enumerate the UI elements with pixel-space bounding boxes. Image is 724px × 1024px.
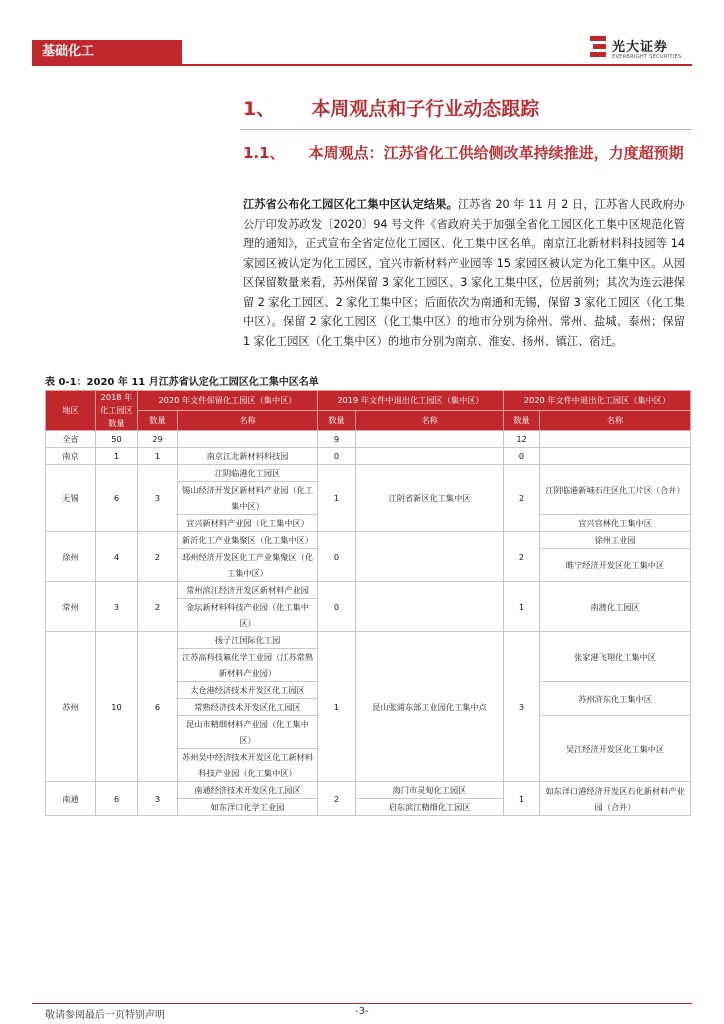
table-row-wuxi xyxy=(46,465,691,482)
cell-ex20-qty: 12 xyxy=(504,431,540,448)
cell-ex20-name: 徐州工业园 xyxy=(540,532,691,549)
table-row-xuzhou xyxy=(46,532,691,549)
cell-retained-name: 常州滨江经济开发区新材料产业园 xyxy=(178,582,318,599)
table-title: 表 0-1：2020 年 11 月江苏省认定化工园区化工集中区名单 xyxy=(45,377,319,388)
heading-1 xyxy=(243,94,539,121)
cell-ex19-qty: 1 xyxy=(318,465,356,532)
brand-mark-icon xyxy=(590,36,606,58)
cell-retained-qty: 3 xyxy=(138,782,178,816)
paragraph-lead: 江苏省公布化工园区化工集中区认定结果。 xyxy=(243,198,458,211)
heading-2 xyxy=(243,141,693,165)
cell-ex19-name: 海门市灵甸化工园区 xyxy=(356,782,504,799)
brand-logo xyxy=(590,36,700,64)
cell-retained-name: 南京江北新材料科技园 xyxy=(178,448,318,465)
cell-count-2018: 50 xyxy=(96,431,138,448)
brand-subtitle: EVERBRIGHT SECURITIES xyxy=(612,54,682,60)
cell-retained-name: 新沂化工产业集聚区（化工集中区） xyxy=(178,532,318,549)
cell-retained-name: 邳州经济开发区化工产业集聚区（化工集中区） xyxy=(178,549,318,582)
th-exited-2019: 2019 年文件中退出化工园区（集中区） xyxy=(318,391,504,411)
th-name: 名称 xyxy=(356,411,504,431)
heading-2-number: 1.1、 xyxy=(243,144,285,162)
cell-region: 苏州 xyxy=(46,632,96,782)
cell-count-2018: 6 xyxy=(96,465,138,532)
cell-retained-qty: 3 xyxy=(138,465,178,532)
cell-empty xyxy=(356,582,504,632)
cell-ex20-name: 睢宁经济开发区化工集中区 xyxy=(540,549,691,582)
footer-rule xyxy=(32,1003,692,1004)
table-row-nanjing xyxy=(46,448,691,465)
th-retained: 2020 年文件保留化工园区（集中区） xyxy=(138,391,318,411)
cell-retained-qty: 6 xyxy=(138,632,178,782)
cell-count-2018: 1 xyxy=(96,448,138,465)
cell-ex19-qty: 1 xyxy=(318,632,356,782)
table-row-suzhou xyxy=(46,632,691,649)
th-exited-2020: 2020 年文件中退出化工园区（集中区） xyxy=(504,391,691,411)
cell-ex19-qty: 0 xyxy=(318,532,356,582)
body-paragraph xyxy=(243,195,685,351)
cell-ex19-qty: 9 xyxy=(318,431,356,448)
footer-disclaimer: 敬请参阅最后一页特别声明 xyxy=(45,1010,165,1021)
heading-2-text: 本周观点：江苏省化工供给侧改革持续推进，力度超预期 xyxy=(308,144,684,162)
th-qty: 数量 xyxy=(318,411,356,431)
table-row-total xyxy=(46,431,691,448)
cell-retained-name: 如东洋口化学工业园 xyxy=(178,799,318,816)
cell-retained-name: 锡山经济开发区新材料产业园（化工集中区） xyxy=(178,482,318,515)
th-region: 地区 xyxy=(46,391,96,431)
cell-ex20-name: 张家港飞翔化工集中区 xyxy=(540,632,691,682)
table-row-nantong xyxy=(46,782,691,799)
cell-count-2018: 3 xyxy=(96,582,138,632)
cell-region: 南通 xyxy=(46,782,96,816)
paragraph-body: 江苏省 20 年 11 月 2 日，江苏省人民政府办公厅印发苏政发〔2020〕94 号文件《省政府关于加强全省化工园区化工集中区规范化管理的通知》，正式宣布全省定位化工园区、化工集中区名单。南京江北新材料科技园等 14 家园区被认定为化工园区，宜兴市新材料产业园等 15 家园区被认定为化工集中区。从园区保留数量来看，苏州保留 3 家化工园区、3 家化工集中区，位居前列；其次为连云港保留 2 家化工园区、2 家化工集中区；后面依次为南通和无锡，保留 3 家化工园区（化工集中区）。保留 2 家化工园区（化工集中区）的地市分别为徐州、常州、盐城、泰州；保留 1 家化工园区（化工集中区）的地市分别为南京、淮安、扬州、镇江、宿迁。 xyxy=(243,198,685,348)
heading-1-rule xyxy=(240,129,692,130)
th-qty: 数量 xyxy=(138,411,178,431)
cell-ex20-qty: 3 xyxy=(504,632,540,782)
cell-ex20-name: 吴江经济开发区化工集中区 xyxy=(540,716,691,782)
cell-retained-name: 常熟经济技术开发区化工园区 xyxy=(178,699,318,716)
cell-ex20-name: 江阴临港新城石庄区化工片区（合并） xyxy=(540,465,691,515)
heading-1-text: 本周观点和子行业动态跟踪 xyxy=(311,98,540,120)
cell-retained-name: 扬子江国际化工园 xyxy=(178,632,318,649)
cell-ex19-name: 昆山张浦东部工业园化工集中点 xyxy=(356,632,504,782)
cell-retained-name: 江苏高科技氟化学工业园（江苏常熟新材料产业园） xyxy=(178,649,318,682)
cell-empty xyxy=(356,532,504,582)
header-rule xyxy=(32,64,692,66)
cell-retained-name: 苏州吴中经济技术开发区化工新材料科技产业园（化工集中区） xyxy=(178,749,318,782)
cell-retained-name: 江阴临港化工园区 xyxy=(178,465,318,482)
cell-ex20-qty: 2 xyxy=(504,532,540,582)
cell-ex20-name: 苏州浒东化工集中区 xyxy=(540,682,691,716)
cell-ex20-qty: 1 xyxy=(504,582,540,632)
cell-ex19-name: 启东滨江精细化工园区 xyxy=(356,799,504,816)
table-header-row xyxy=(46,391,691,411)
cell-retained-name: 宜兴新材料产业园（化工集中区） xyxy=(178,515,318,532)
cell-ex19-qty: 0 xyxy=(318,582,356,632)
cell-ex19-qty: 2 xyxy=(318,782,356,816)
cell-ex20-name: 宜兴官林化工集中区 xyxy=(540,515,691,532)
section-tag: 基础化工 xyxy=(32,40,182,64)
cell-region: 全省 xyxy=(46,431,96,448)
page-number: -3- xyxy=(355,1006,369,1017)
cell-retained-qty: 29 xyxy=(138,431,178,448)
cell-region: 常州 xyxy=(46,582,96,632)
brand-name: 光大证券 xyxy=(612,40,669,55)
heading-1-number: 1、 xyxy=(243,98,276,120)
cell-retained-name: 太仓港经济技术开发区化工园区 xyxy=(178,682,318,699)
cell-region: 无锡 xyxy=(46,465,96,532)
th-count-2018: 2018 年化工园区数量 xyxy=(96,391,138,431)
cell-count-2018: 10 xyxy=(96,632,138,782)
park-table xyxy=(45,390,691,816)
cell-retained-name: 金坛新材料科技产业园（化工集中区） xyxy=(178,599,318,632)
cell-retained-qty: 1 xyxy=(138,448,178,465)
th-name: 名称 xyxy=(178,411,318,431)
cell-region: 南京 xyxy=(46,448,96,465)
cell-ex19-qty: 0 xyxy=(318,448,356,465)
cell-empty xyxy=(178,431,318,448)
cell-ex20-qty: 1 xyxy=(504,782,540,816)
th-name: 名称 xyxy=(540,411,691,431)
cell-retained-qty: 2 xyxy=(138,582,178,632)
cell-ex19-name: 江阴省新区化工集中区 xyxy=(356,465,504,532)
table-subheader-row xyxy=(46,411,691,431)
cell-ex20-qty: 2 xyxy=(504,465,540,532)
table-row-changzhou xyxy=(46,582,691,599)
th-qty: 数量 xyxy=(504,411,540,431)
cell-ex20-qty: 0 xyxy=(504,448,540,465)
cell-ex20-name: 如东洋口港经济开发区石化新材料产业园（合并） xyxy=(540,782,691,816)
cell-retained-qty: 2 xyxy=(138,532,178,582)
cell-empty xyxy=(540,431,691,448)
cell-retained-name: 昆山市精细材料产业园（化工集中区） xyxy=(178,716,318,749)
cell-empty xyxy=(356,448,504,465)
cell-empty xyxy=(540,448,691,465)
cell-region: 徐州 xyxy=(46,532,96,582)
cell-count-2018: 6 xyxy=(96,782,138,816)
cell-ex20-name: 南渡化工园区 xyxy=(540,582,691,632)
cell-empty xyxy=(356,431,504,448)
cell-count-2018: 4 xyxy=(96,532,138,582)
cell-retained-name: 南通经济技术开发区化工园区 xyxy=(178,782,318,799)
